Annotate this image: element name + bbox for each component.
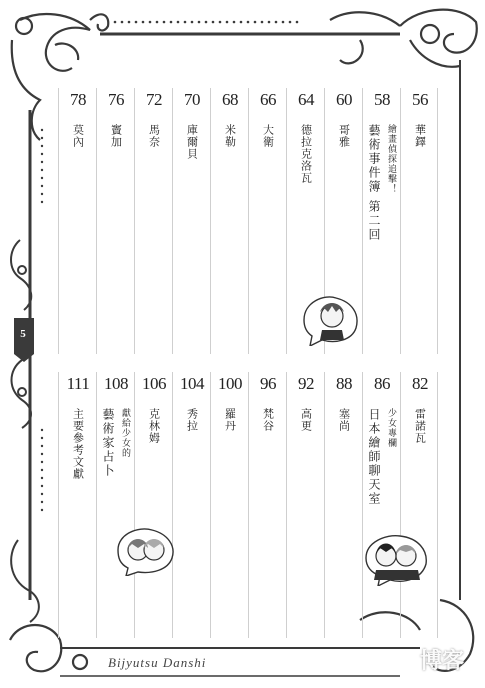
toc-title-line: 大衛	[261, 124, 275, 148]
toc-entry[interactable]	[210, 372, 248, 638]
toc-entry-title	[173, 124, 211, 160]
toc-title-line: 哥雅	[337, 124, 351, 148]
toc-page-number: 70	[184, 90, 200, 109]
toc-page-number: 92	[298, 374, 314, 393]
toc-entry[interactable]	[400, 372, 438, 638]
toc-title-line: 藝術事件簿 第二回	[367, 124, 381, 242]
toc-page-number: 100	[218, 374, 242, 393]
toc-entry[interactable]	[172, 88, 210, 354]
footer-script-text: Bijyutsu Danshi	[108, 655, 207, 670]
toc-title-line: 庫爾貝	[185, 124, 199, 160]
toc-entry-title	[59, 124, 97, 148]
toc-entry-title	[211, 408, 249, 432]
toc-page-number: 56	[412, 90, 428, 109]
toc-title-line: 繪畫偵探追擊！	[386, 124, 396, 194]
toc-entry[interactable]	[362, 88, 400, 354]
chibi-artists-illustration	[362, 530, 432, 586]
toc-entry-title	[97, 408, 135, 478]
toc-title-line: 米勒	[223, 124, 237, 148]
toc-page-number: 86	[374, 374, 390, 393]
toc-title-line: 高更	[299, 408, 313, 432]
toc-entry[interactable]	[134, 372, 172, 638]
toc-row-top	[58, 88, 438, 354]
toc-page-number: 78	[70, 90, 86, 109]
toc-entry-title	[401, 408, 439, 444]
toc-page-number: 111	[66, 374, 90, 393]
toc-entry[interactable]	[58, 88, 96, 354]
toc-entry-title	[287, 408, 325, 432]
toc-entry-title	[97, 124, 135, 148]
toc-title-line: 莫內	[71, 124, 85, 148]
toc-title-line: 華鐸	[413, 124, 427, 148]
toc-entry-title	[59, 408, 97, 480]
toc-title-line: 羅丹	[223, 408, 237, 432]
toc-page-number: 64	[298, 90, 314, 109]
toc-title-line: 克林姆	[147, 408, 161, 444]
toc-entry-title	[173, 408, 211, 432]
toc-entry-title	[135, 408, 173, 444]
toc-entry[interactable]	[172, 372, 210, 638]
toc-entry-title	[249, 124, 287, 148]
toc-entry[interactable]	[96, 372, 134, 638]
toc-entry-title	[287, 124, 325, 184]
chibi-girls-illustration	[112, 524, 178, 576]
toc-title-line: 秀拉	[185, 408, 199, 432]
toc-title-line: 馬奈	[147, 124, 161, 148]
toc-entry-title	[401, 124, 439, 148]
toc-page-number: 108	[104, 374, 128, 393]
chibi-character-illustration	[300, 290, 364, 346]
toc-page-number: 58	[374, 90, 390, 109]
toc-title-line: 日本繪師聊天室	[367, 408, 381, 506]
page-number: 5	[20, 328, 26, 340]
toc-entry[interactable]	[324, 372, 362, 638]
toc-entry-title	[135, 124, 173, 148]
toc-entry[interactable]	[134, 88, 172, 354]
toc-title-line: 德拉克洛瓦	[299, 124, 313, 184]
toc-page-number: 66	[260, 90, 276, 109]
toc-page-number: 96	[260, 374, 276, 393]
toc-page-number: 68	[222, 90, 238, 109]
toc-entry[interactable]	[248, 88, 286, 354]
toc-entry-title	[211, 124, 249, 148]
toc-title-line: 獻給少女的	[120, 408, 130, 458]
toc-page-number: 72	[146, 90, 162, 109]
toc-page-number: 82	[412, 374, 428, 393]
watermark-text: 博客	[420, 649, 465, 674]
toc-page-number: 88	[336, 374, 352, 393]
toc-page-number: 104	[180, 374, 204, 393]
toc-row-bottom	[58, 372, 438, 638]
toc-title-line: 梵谷	[261, 408, 275, 432]
toc-title-line: 竇加	[109, 124, 123, 148]
toc-page-number: 106	[142, 374, 166, 393]
toc-title-line: 塞尚	[337, 408, 351, 432]
toc-entry[interactable]	[58, 372, 96, 638]
toc-entry[interactable]	[210, 88, 248, 354]
toc-entry[interactable]	[400, 88, 438, 354]
toc-page-number: 76	[108, 90, 124, 109]
toc-entry[interactable]	[96, 88, 134, 354]
toc-entry[interactable]	[248, 372, 286, 638]
toc-entry[interactable]	[362, 372, 400, 638]
toc-page-number: 60	[336, 90, 352, 109]
toc-entry-title	[249, 408, 287, 432]
toc-entry-title	[325, 124, 363, 148]
toc-entry-title	[325, 408, 363, 432]
toc-title-line: 藝術家占卜	[101, 408, 115, 478]
toc-entry-title	[363, 408, 401, 506]
toc-title-line: 主要參考文獻	[71, 408, 85, 480]
toc-entry-title	[363, 124, 401, 242]
toc-entry[interactable]	[286, 372, 324, 638]
toc-title-line: 少女專欄	[386, 408, 396, 448]
toc-title-line: 雷諾瓦	[413, 408, 427, 444]
